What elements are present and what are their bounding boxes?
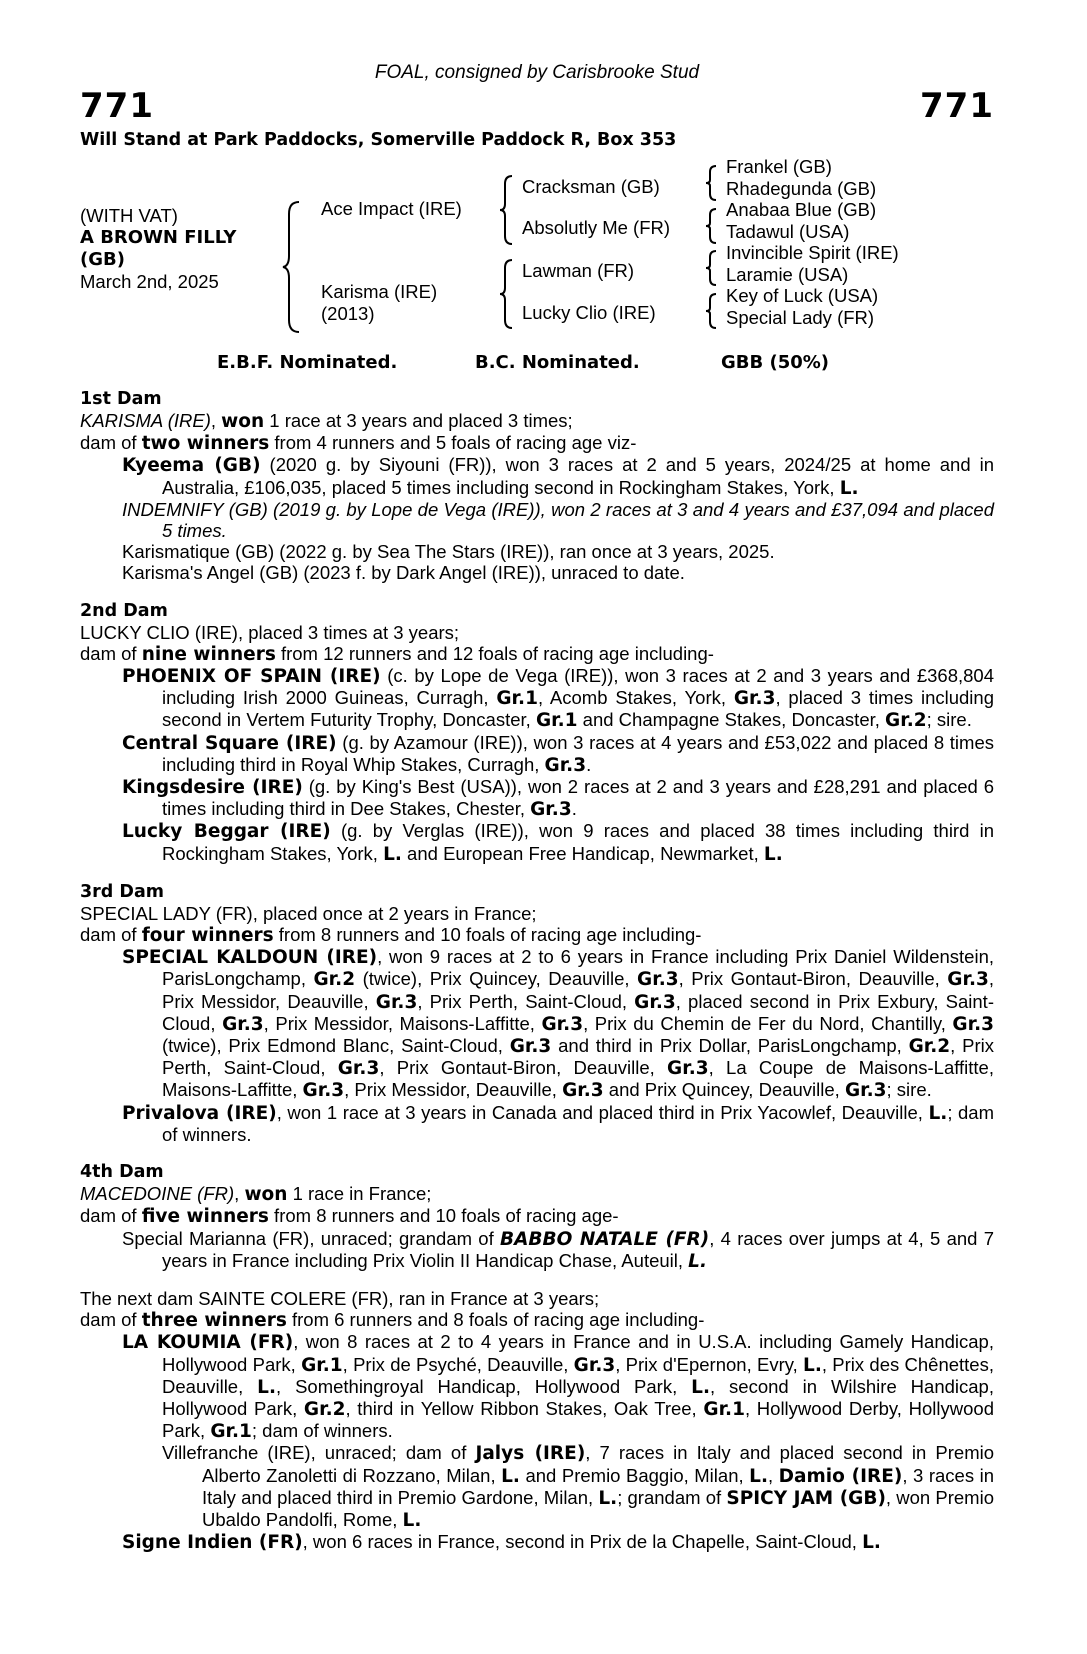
dam-line: KARISMA (IRE), won 1 race at 3 years and placed 3 times; (80, 410, 573, 432)
gg-2: Rhadegunda (GB) (726, 178, 877, 199)
gg-5: Invincible Spirit (IRE) (726, 242, 899, 263)
race-grade: Gr.2 (313, 969, 356, 991)
race-grade: Gr.3 (952, 1013, 994, 1035)
dam: Karisma (IRE) (321, 281, 438, 302)
brace-3-icon (704, 249, 722, 287)
main-brace-icon (281, 200, 303, 334)
dam-brace-icon (498, 258, 518, 330)
progeny-item: Privalova (IRE), won 1 race at 3 years in Canada and placed third in Prix Yacowlef, Deauville, L.; dam of winners. (122, 1101, 994, 1145)
horse-description: A BROWN FILLY (80, 227, 237, 248)
progeny-item: Kyeema (GB) (2020 g. by Siyouni (FR)), won 3 races at 2 and 5 years, 2024/25 at home and in Australia, £106,035, placed 5 times including second in Rockingham Stakes, York, L. (122, 454, 994, 499)
bc-nomination: B.C. Nominated. (475, 352, 640, 373)
gg-1: Frankel (GB) (726, 156, 832, 177)
race-grade: Gr.3 (573, 1354, 616, 1376)
progeny-item: Karismatique (GB) (2022 g. by Sea The Stars (IRE)), ran once at 3 years, 2025. (122, 541, 775, 563)
race-grade: Gr.3 (375, 991, 418, 1013)
progeny-item: Karisma's Angel (GB) (2023 f. by Dark Angel (IRE)), unraced to date. (122, 562, 685, 584)
consignor-line: FOAL, consigned by Carisbrooke Stud (374, 62, 700, 83)
catalogue-page (80, 62, 994, 1553)
race-grade: L. (928, 1102, 948, 1124)
dam-dam: Lucky Clio (IRE) (522, 302, 656, 323)
race-grade: Gr.2 (908, 1036, 951, 1058)
gbb-status: GBB (50%) (721, 352, 830, 373)
vat-label: (WITH VAT) (80, 205, 178, 226)
race-grade: Gr.3 (667, 1058, 709, 1080)
first-dam-section (80, 388, 994, 584)
race-grade: Gr.3 (302, 1080, 345, 1102)
progeny-item: Lucky Beggar (IRE) (g. by Verglas (IRE)), won 9 races and placed 38 times including third in Rockingham Stakes, York, L. and European Free Handicap, Newmarket, L. (122, 820, 994, 865)
sire: Ace Impact (IRE) (321, 198, 462, 219)
horse-country: (GB) (80, 249, 125, 270)
lot-number-left: 771 (80, 86, 154, 126)
dam-line: LUCKY CLIO (IRE), placed 3 times at 3 years; (80, 621, 460, 643)
lot-number-right: 771 (920, 86, 994, 126)
race-grade: Gr.1 (210, 1421, 252, 1443)
progeny-item: LA KOUMIA (FR), won 8 races at 2 to 4 years in France and in U.S.A. including Gamely Handicap, Hollywood Park, Gr.1, Prix de Psyché, Deauville, Gr.3, Prix d'Epernon, Evry, L., Prix des Chênettes, Deauville, L., Somethingroyal Handicap, Hollywood Park, L., second in Wilshire Handicap, Hollywood Park, Gr.2, third in Yellow Ribbon Stakes, Oak Tree, Gr.1, Hollywood Derby, Hollywood Park, Gr.1; dam of winners. (122, 1331, 994, 1443)
gg-7: Key of Luck (USA) (726, 285, 879, 306)
progeny-item: Signe Indien (FR), won 6 races in France, second in Prix de la Chapelle, Saint-Cloud, L. (122, 1531, 881, 1554)
gg-8: Special Lady (FR) (726, 307, 875, 328)
dam-line: MACEDOINE (FR), won 1 race in France; (80, 1183, 432, 1206)
dam-of-line: dam of five winners from 8 runners and 10 foals of racing age- (80, 1205, 619, 1228)
dam-of-line: dam of nine winners from 12 runners and 12 foals of racing age including- (80, 642, 714, 665)
progeny-item: Special Marianna (FR), unraced; grandam of BABBO NATALE (FR), 4 races over jumps at 4, 5 and 7 years in France including Prix Violin II Handicap Chase, Auteuil, L. (122, 1227, 994, 1272)
section-heading: 2nd Dam (80, 600, 168, 621)
race-grade: L. (803, 1354, 822, 1376)
lot-number-row (80, 86, 994, 130)
gg-3: Anabaa Blue (GB) (726, 199, 877, 220)
progeny-item: Central Square (IRE) (g. by Azamour (IRE)), won 3 races at 4 years and £53,022 and placed 8 times including third in Royal Whip Stakes, Curragh, Gr.3. (122, 731, 994, 776)
dam-of-line: dam of two winners from 4 runners and 5 foals of racing age viz- (80, 432, 637, 455)
sire-dam: Absolutly Me (FR) (522, 217, 671, 238)
pedigree-table (80, 156, 994, 348)
race-grade: Gr.3 (634, 991, 676, 1013)
dam-line: SPECIAL LADY (FR), placed once at 2 years in France; (80, 902, 537, 924)
race-grade: Gr.2 (303, 1398, 346, 1420)
dam-sire: Lawman (FR) (522, 260, 635, 281)
brace-4-icon (704, 292, 722, 330)
progeny-item: Kingsdesire (IRE) (g. by King's Best (USA)), won 2 races at 2 and 3 years and £28,291 and placed 6 times including third in Dee Stakes, Chester, Gr.3. (122, 776, 994, 821)
stand-location: Will Stand at Park Paddocks, Somerville Paddock R, Box 353 (80, 130, 677, 150)
gg-4: Tadawul (USA) (726, 221, 850, 242)
race-grade: Gr.3 (337, 1058, 380, 1080)
progeny-item: SPECIAL KALDOUN (IRE), won 9 races at 2 to 6 years in France including Prix Daniel Wildenstein, ParisLongchamp, Gr.2 (twice), Prix Quincey, Deauville, Gr.3, Prix Gontaut-Biron, Deauville, Gr.3, Prix Messidor, Deauville, Gr.3, Prix Perth, Saint-Cloud, Gr.3, placed second in Prix Exbury, Saint-Cloud, Gr.3, Prix Messidor, Maisons-Laffitte, Gr.3, Prix du Chemin de Fer du Nord, Chantilly, Gr.3 (twice), Prix Edmond Blanc, Saint-Cloud, Gr.3 and third in Prix Dollar, ParisLongchamp, Gr.2, Prix Perth, Saint-Cloud, Gr.3, Prix Gontaut-Biron, Deauville, Gr.3, La Coupe de Maisons-Laffitte, Maisons-Laffitte, Gr.3, Prix Messidor, Deauville, Gr.3 and Prix Quincey, Deauville, Gr.3; sire. (122, 946, 994, 1102)
race-grade: Gr.1 (301, 1354, 343, 1376)
sire-sire: Cracksman (GB) (522, 176, 660, 197)
section-heading: 1st Dam (80, 389, 162, 409)
second-dam-section (80, 600, 994, 865)
dam-of-line: dam of four winners from 8 runners and 10 foals of racing age including- (80, 924, 702, 947)
race-grade: Gr.3 (541, 1013, 584, 1035)
ebf-nomination: E.B.F. Nominated. (217, 352, 398, 373)
third-dam-section (80, 881, 994, 1145)
progeny-item: PHOENIX OF SPAIN (IRE) (c. by Lope de Vega (IRE)), won 3 races at 2 and 3 years and £368,804 including Irish 2000 Guineas, Curragh, Gr.1, Acomb Stakes, York, Gr.3, placed 3 times including second in Vertem Futurity Trophy, Doncaster, Gr.1 and Champagne Stakes, Doncaster, Gr.2; sire. (122, 665, 994, 732)
sire-brace-icon (498, 174, 518, 246)
gg-6: Laramie (USA) (726, 264, 849, 285)
fourth-dam-section (80, 1161, 994, 1272)
dam-year: (2013) (321, 303, 375, 324)
race-grade: L. (257, 1376, 276, 1398)
race-grade: Gr.3 (562, 1080, 604, 1102)
race-grade: Gr.1 (703, 1398, 745, 1420)
section-heading: 4th Dam (80, 1162, 164, 1183)
race-grade: Gr.3 (637, 969, 679, 991)
nominations-row (80, 348, 994, 388)
dam-of-line: dam of three winners from 6 runners and 8 foals of racing age including- (80, 1309, 705, 1332)
race-grade: Gr.3 (844, 1080, 887, 1102)
next-dam-section (80, 1288, 994, 1553)
race-grade: Gr.3 (509, 1036, 552, 1058)
race-grade: Gr.3 (222, 1013, 264, 1035)
brace-1-icon (704, 164, 722, 202)
race-grade: L. (691, 1376, 710, 1398)
section-heading: 3rd Dam (80, 881, 164, 902)
progeny-subitem: Villefranche (IRE), unraced; dam of Jalys (IRE), 7 races in Italy and placed second in Premio Alberto Zanoletti di Rozzano, Milan, L. and Premio Baggio, Milan, L., Damio (IRE), 3 races in Italy and placed third in Premio Gardone, Milan, L.; grandam of SPICY JAM (GB), won Premio Ubaldo Pandolfi, Rome, L. (162, 1442, 994, 1531)
progeny-item: INDEMNIFY (GB) (2019 g. by Lope de Vega (IRE)), won 2 races at 3 and 4 years and £37,094 and placed 5 times. (122, 498, 994, 542)
foaled-date: March 2nd, 2025 (80, 271, 219, 292)
dam-line: The next dam SAINTE COLERE (FR), ran in France at 3 years; (80, 1287, 600, 1309)
brace-2-icon (704, 207, 722, 245)
race-grade: Gr.3 (947, 969, 989, 991)
